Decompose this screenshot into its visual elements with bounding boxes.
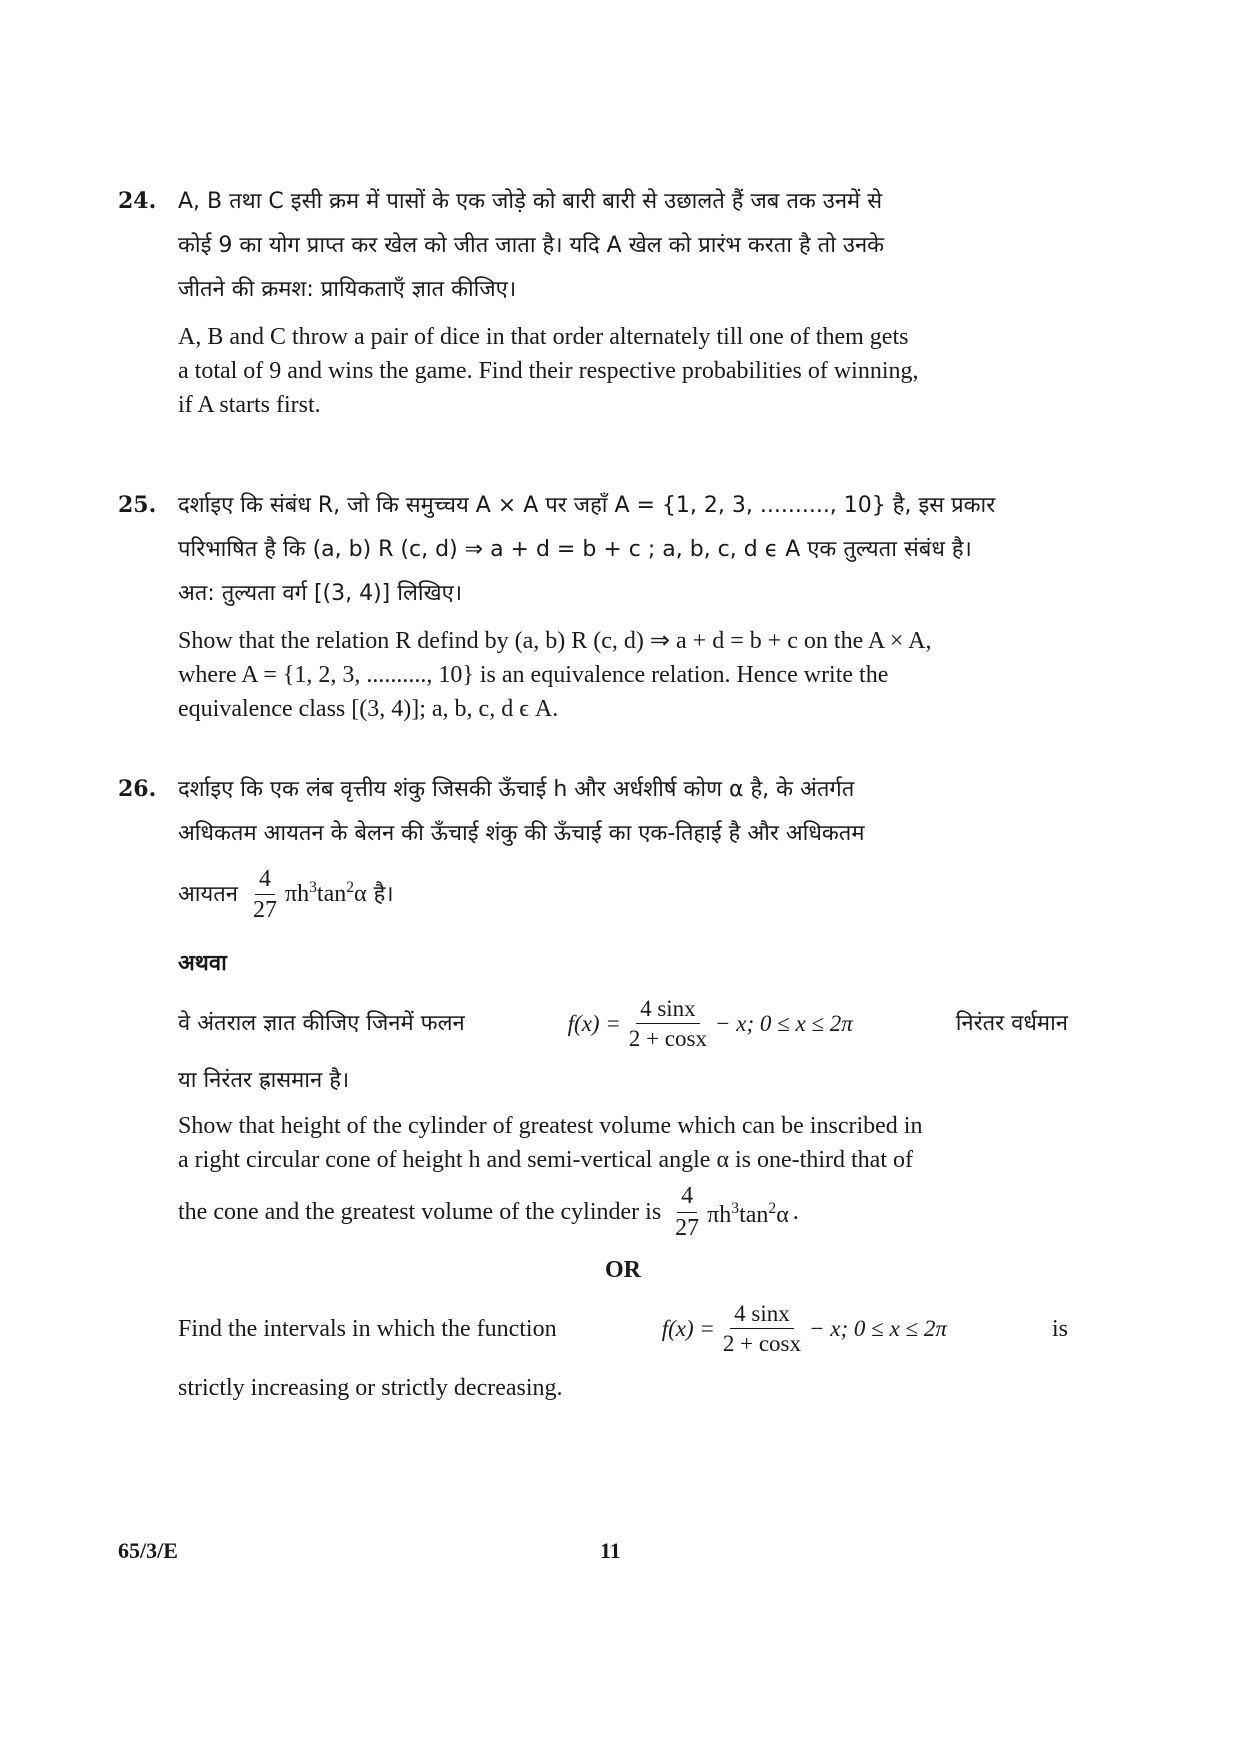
english-text — [178, 624, 1068, 726]
func-tail: − x; 0 ≤ x ≤ 2π — [714, 1010, 853, 1036]
hindi-text — [178, 484, 1068, 616]
english-function-line — [178, 1301, 1068, 1357]
func-numerator: 4 sinx — [730, 1301, 794, 1329]
hindi-line: कोई 9 का योग प्राप्त कर खेल को जीत जाता है। यदि A खेल को प्रारंभ करता है तो उनके — [178, 233, 885, 258]
english-volume-line — [178, 1183, 1068, 1241]
hindi-volume-suffix: है। — [373, 881, 394, 907]
question-number: 24. — [118, 188, 157, 214]
english-line: a right circular cone of height h and semi-vertical angle α is one-third that of — [178, 1147, 913, 1174]
hindi-func-suffix: निरंतर वर्धमान — [955, 1010, 1068, 1036]
question-body — [178, 180, 1068, 422]
hindi-text — [178, 768, 1068, 856]
fraction-numerator: 4 — [677, 1183, 697, 1212]
hindi-line: दर्शाइए कि एक लंब वृत्तीय शंकु जिसकी ऊँचाई h और अर्धशीर्ष कोण α है, के अंतर्गत — [178, 777, 855, 802]
english-volume-suffix: . — [792, 1199, 799, 1226]
or-hindi: अथवा — [178, 950, 227, 976]
volume-expression — [285, 878, 367, 907]
question-body — [178, 484, 1068, 726]
expr-tan: tan — [739, 1202, 769, 1229]
hindi-text — [178, 180, 1068, 312]
volume-fraction — [249, 866, 281, 924]
hindi-volume-line — [178, 866, 1068, 924]
hindi-function-line2: या निरंतर ह्रासमान है। — [178, 1068, 350, 1094]
hindi-function-line — [178, 996, 1068, 1052]
expr-alpha: α — [776, 1202, 789, 1229]
func-denominator: 2 + cosx — [628, 1026, 707, 1052]
function-expression — [568, 996, 853, 1052]
function-expression — [662, 1301, 947, 1357]
function-name: f(x) = — [661, 1315, 715, 1341]
english-line: equivalence class [(3, 4)]; a, b, c, d ϵ A. — [178, 696, 559, 722]
english-volume-prefix: the cone and the greatest volume of the cylinder is — [178, 1199, 662, 1226]
page-number: 11 — [600, 1538, 621, 1563]
english-text — [178, 1109, 1068, 1177]
english-func-suffix: is — [1051, 1315, 1068, 1342]
fraction-denominator: 27 — [675, 1214, 700, 1241]
expr-tan: tan — [316, 880, 347, 907]
hindi-line: दर्शाइए कि संबंध R, जो कि समुच्चय A × A पर जहाँ A = {1, 2, 3, .........., 10} है, इस प्रकार — [178, 493, 996, 518]
expr-alpha: α — [354, 880, 367, 907]
english-line: A, B and C throw a pair of dice in that order alternately till one of them gets — [178, 324, 909, 350]
function-fraction — [719, 1301, 805, 1357]
or-english: OR — [605, 1257, 641, 1284]
question-number: 26. — [118, 776, 157, 802]
hindi-volume-prefix: आयतन — [178, 881, 238, 907]
hindi-line: जीतने की क्रमश: प्रायिकताएँ ज्ञात कीजिए। — [178, 277, 517, 302]
hindi-line: परिभाषित है कि (a, b) R (c, d) ⇒ a + d = b + c ; a, b, c, d ϵ A एक तुल्यता संबंध है। — [178, 537, 972, 562]
exponent-3: 3 — [731, 1200, 740, 1218]
fraction-denominator: 27 — [253, 897, 277, 924]
func-tail: − x; 0 ≤ x ≤ 2π — [809, 1315, 947, 1341]
english-line: if A starts first. — [178, 392, 321, 418]
hindi-line: अत: तुल्यता वर्ग [(3, 4)] लिखिए। — [178, 581, 463, 606]
function-name: f(x) = — [567, 1010, 621, 1036]
hindi-line: अधिकतम आयतन के बेलन की ऊँचाई शंकु की ऊँचाई का एक-तिहाई है और अधिकतम — [178, 821, 865, 846]
english-line: Show that height of the cylinder of greatest volume which can be inscribed in — [178, 1113, 923, 1140]
english-line: Show that the relation R defind by (a, b) R (c, d) ⇒ a + d = b + c on the A × A, — [178, 628, 932, 654]
func-denominator: 2 + cosx — [722, 1331, 802, 1357]
english-text — [178, 320, 1068, 422]
expr-pi-h: πh — [707, 1202, 732, 1229]
func-numerator: 4 sinx — [636, 996, 700, 1024]
exponent-2: 2 — [346, 878, 355, 896]
exponent-3: 3 — [309, 878, 317, 896]
question-body — [178, 768, 1068, 1405]
english-line: where A = {1, 2, 3, .........., 10} is an equivalence relation. Hence write the — [178, 662, 889, 688]
english-function-line2: strictly increasing or strictly decreasing. — [178, 1374, 563, 1401]
expr-pi-h: πh — [285, 880, 310, 907]
english-line: a total of 9 and wins the game. Find their respective probabilities of winning, — [178, 358, 919, 384]
function-fraction — [625, 996, 711, 1052]
hindi-line: A, B तथा C इसी क्रम में पासों के एक जोड़े को बारी बारी से उछालते हैं जब तक उनमें से — [178, 189, 883, 214]
paper-code: 65/3/E — [118, 1538, 178, 1563]
exponent-2: 2 — [768, 1200, 777, 1218]
fraction-numerator: 4 — [255, 866, 275, 895]
volume-fraction — [671, 1183, 703, 1241]
volume-expression — [707, 1192, 789, 1232]
question-number: 25. — [118, 492, 157, 518]
hindi-func-prefix: वे अंतराल ज्ञात कीजिए जिनमें फलन — [178, 1010, 465, 1036]
english-func-prefix: Find the intervals in which the function — [178, 1315, 557, 1342]
